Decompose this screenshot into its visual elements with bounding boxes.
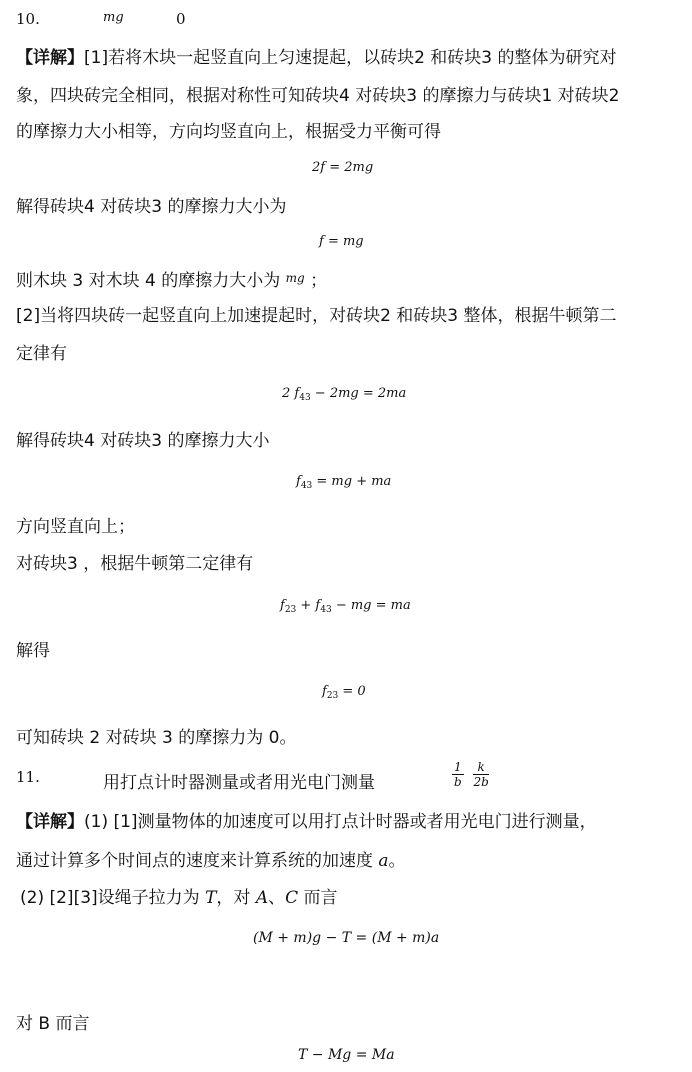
q10-text-5	[16, 268, 327, 291]
equation-B: T − Mg = Ma	[298, 1047, 395, 1063]
q10-text-9: 方向竖直向上；	[16, 517, 135, 537]
equation-2f-2mg: 2f = 2mg	[312, 160, 374, 175]
q10-text-4: 解得砖块4 对砖块3 的摩擦力大小为	[16, 197, 287, 217]
q10-text-6: [2]当将四块砖一起竖直向上加速提起时，对砖块2 和砖块3 整体，根据牛顿第二	[16, 306, 617, 326]
q10-text-1: [1]若将木块一起竖直向上匀速提起，以砖块2 和砖块3 的整体为研究对	[84, 48, 617, 68]
equation-AC-system: (M + m)g − T = (M + m)a	[253, 930, 440, 946]
inline-mg: mg	[285, 271, 305, 285]
equation-f-mg: f = mg	[319, 234, 364, 249]
q11-text-3: (2) [2][3]设绳子拉力为 T，对 A、C 而言	[20, 888, 338, 908]
answer-blank-1: mg	[103, 10, 124, 25]
detail-label-11: 【详解】	[16, 812, 84, 832]
fraction-1-over-b: $\frac{1}{b}$	[453, 760, 462, 789]
q10-text-3: 的摩擦力大小相等，方向均竖直向上，根据受力平衡可得	[16, 122, 441, 142]
fraction-k-over-2b: $\frac{k}{2b}$	[473, 760, 489, 789]
q11-detail-line-1	[16, 812, 597, 832]
q11-answer-1: 用打点计时器测量或者用光电门测量	[103, 773, 375, 793]
q11-text-2: 通过计算多个时间点的速度来计算系统的加速度 a。	[16, 851, 406, 871]
q10-text-7: 定律有	[16, 344, 67, 364]
q11-text-1: (1) [1]测量物体的加速度可以用打点计时器或者用光电门进行测量，	[84, 812, 597, 832]
q10-detail-line-1	[16, 48, 617, 68]
q10-text-11: 解得	[16, 641, 50, 661]
equation-newton-2-3: 2 $f_{43} - 2mg = 2ma$	[282, 386, 407, 403]
answer-blank-2: 0	[176, 10, 186, 28]
question-number-10: 10.	[16, 10, 40, 28]
q11-fractions	[452, 760, 495, 789]
detail-label: 【详解】	[16, 48, 84, 68]
q11-text-4: 对 B 而言	[16, 1014, 90, 1034]
equation-brick3: $f_{23} + f_{43}$ − mg = ma	[280, 598, 411, 615]
equation-f43: $f_{43}$ = mg + ma	[296, 474, 392, 491]
q10-text-10: 对砖块3 ，根据牛顿第二定律有	[16, 554, 254, 574]
q10-text-5-body: 则木块 3 对木块 4 的摩擦力大小为	[16, 271, 281, 291]
equation-f23: $f_{23} = 0$	[322, 684, 366, 701]
q10-text-5-tail: ；	[304, 271, 328, 291]
q10-text-2: 象，四块砖完全相同，根据对称性可知砖块4 对砖块3 的摩擦力与砖块1 对砖块2	[16, 86, 620, 106]
question-number-11: 11.	[16, 768, 40, 786]
q10-text-12: 可知砖块 2 对砖块 3 的摩擦力为 0。	[16, 728, 297, 748]
q10-text-8: 解得砖块4 对砖块3 的摩擦力大小	[16, 431, 270, 451]
